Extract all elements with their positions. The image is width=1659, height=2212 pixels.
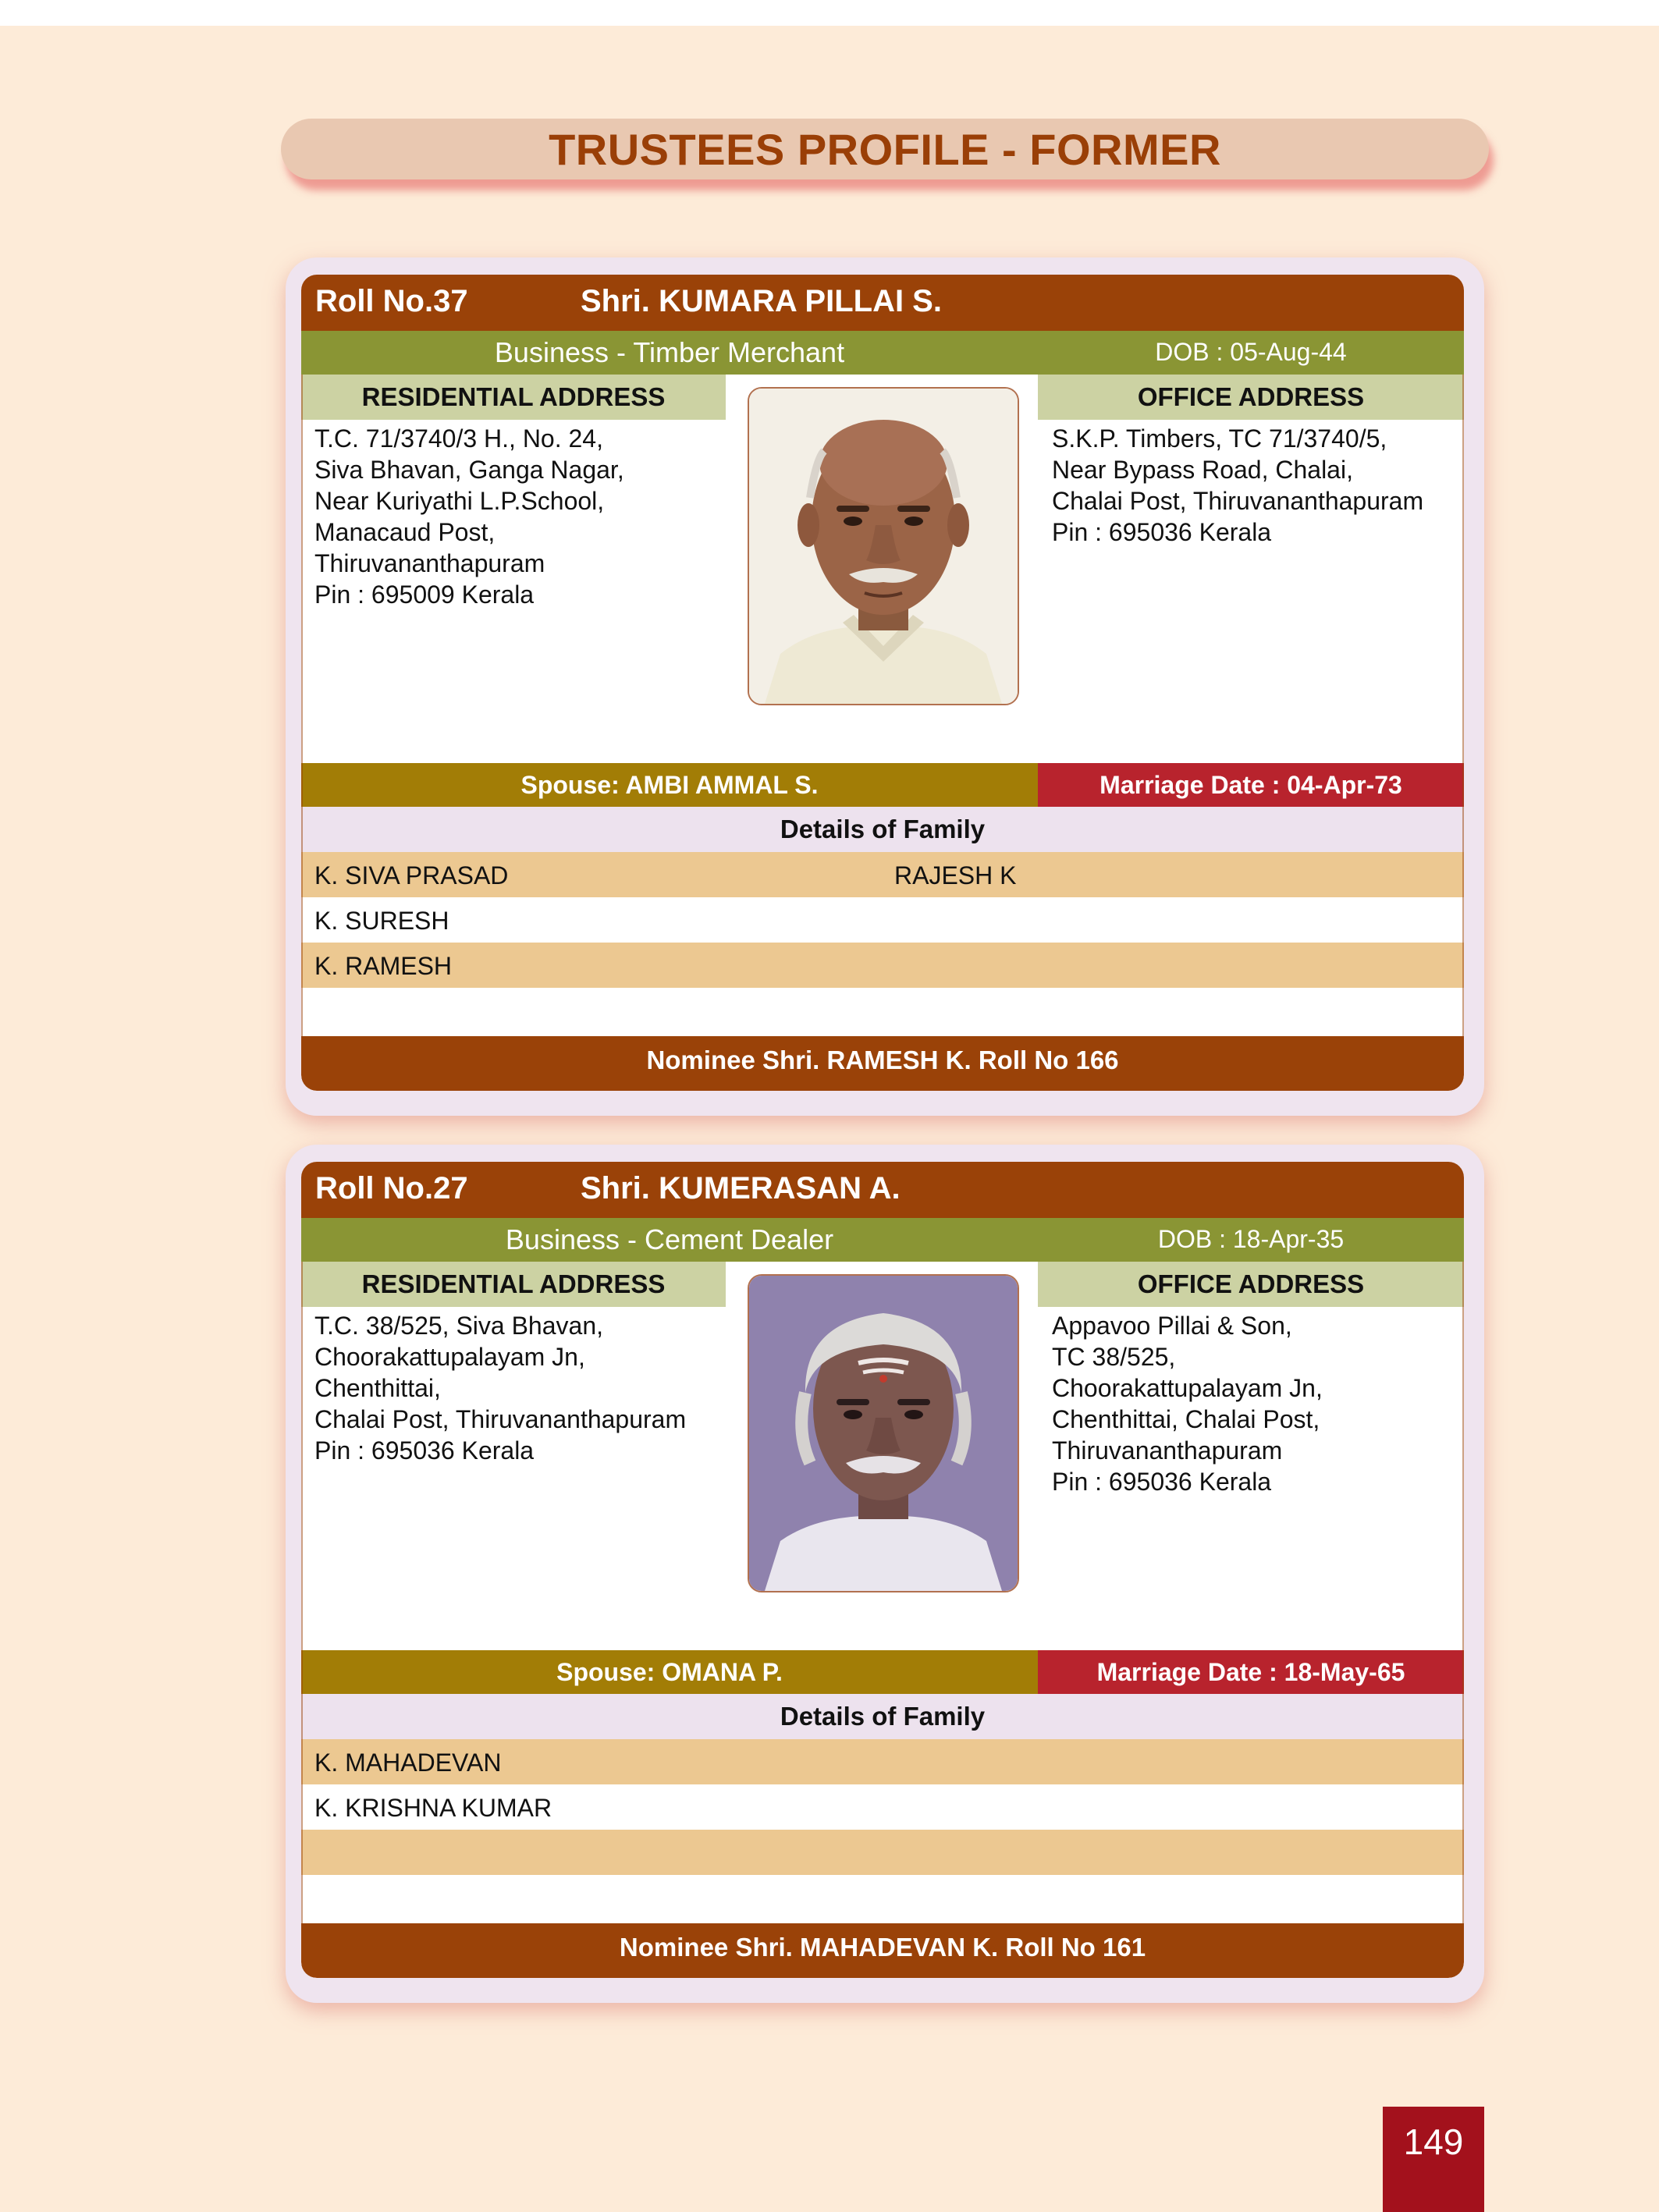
trustee-photo [748,1274,1019,1592]
business-bar [301,1218,1464,1262]
residential-address: T.C. 71/3740/3 H., No. 24, Siva Bhavan, Ganga Nagar, Near Kuriyathi L.P.School, Manacaud Post, Thiruvananthapuram Pin : 695009 Kerala [314,424,624,609]
divider [1462,375,1464,1036]
divider [1462,1262,1464,1923]
roll-number: Roll No.27 [315,1171,468,1205]
spouse: Spouse: AMBI AMMAL S. [301,763,1038,807]
residential-address-heading: RESIDENTIAL ADDRESS [301,1262,726,1307]
residential-address-heading: RESIDENTIAL ADDRESS [301,375,726,420]
family-row [301,1739,1464,1784]
family-member: RAJESH K [894,861,1017,889]
top-white-strip [0,0,1659,26]
office-address: Appavoo Pillai & Son, TC 38/525, Choorakattupalayam Jn, Chenthittai, Chalai Post, Thiruvananthapuram Pin : 695036 Kerala [1052,1312,1323,1496]
page-title: TRUSTEES PROFILE - FORMER [281,119,1489,179]
name-bar [301,1162,1464,1218]
office-address-heading: OFFICE ADDRESS [1038,1262,1464,1307]
trustee-card-body [301,275,1464,1091]
date-of-birth: DOB : 05-Aug-44 [1155,338,1347,366]
trustee-card [286,1145,1484,2003]
family-row [301,1784,1464,1830]
divider [301,375,303,1036]
trustee-name: Shri. KUMARA PILLAI S. [581,284,942,318]
trustee-card [286,257,1484,1116]
family-heading: Details of Family [301,1694,1464,1739]
business: Business - Cement Dealer [505,1223,834,1255]
office-address: S.K.P. Timbers, TC 71/3740/5, Near Bypass Road, Chalai, Chalai Post, Thiruvananthapuram Pin : 695036 Kerala [1052,424,1424,546]
family-row [301,943,1464,988]
roll-number: Roll No.37 [315,284,468,318]
marriage-date: Marriage Date : 04-Apr-73 [1038,763,1464,807]
trustee-card-body [301,1162,1464,1978]
family-member: K. RAMESH [314,952,453,980]
date-of-birth: DOB : 18-Apr-35 [1157,1225,1345,1253]
family-member: K. KRISHNA KUMAR [314,1794,552,1822]
divider [301,1262,303,1923]
family-member: K. SIVA PRASAD [314,861,509,889]
marriage-date: Marriage Date : 18-May-65 [1038,1650,1464,1694]
business-bar [301,331,1464,375]
nominee: Nominee Shri. RAMESH K. Roll No 166 [301,1036,1464,1091]
family-heading: Details of Family [301,807,1464,852]
spouse: Spouse: OMANA P. [301,1650,1038,1694]
nominee: Nominee Shri. MAHADEVAN K. Roll No 161 [301,1923,1464,1978]
family-row [301,852,1464,897]
family-row [301,1875,1464,1920]
family-row [301,988,1464,1033]
residential-address: T.C. 38/525, Siva Bhavan, Choorakattupalayam Jn, Chenthittai, Chalai Post, Thiruvananthapuram Pin : 695036 Kerala [314,1312,687,1465]
name-bar [301,275,1464,331]
family-row [301,1830,1464,1875]
page-number: 149 [1383,2107,1484,2212]
office-address-heading: OFFICE ADDRESS [1038,375,1464,420]
family-member: K. MAHADEVAN [314,1749,502,1777]
business: Business - Timber Merchant [494,336,845,368]
family-member: K. SURESH [314,907,449,935]
family-row [301,897,1464,943]
trustee-photo [748,387,1019,705]
trustee-name: Shri. KUMERASAN A. [581,1171,901,1205]
